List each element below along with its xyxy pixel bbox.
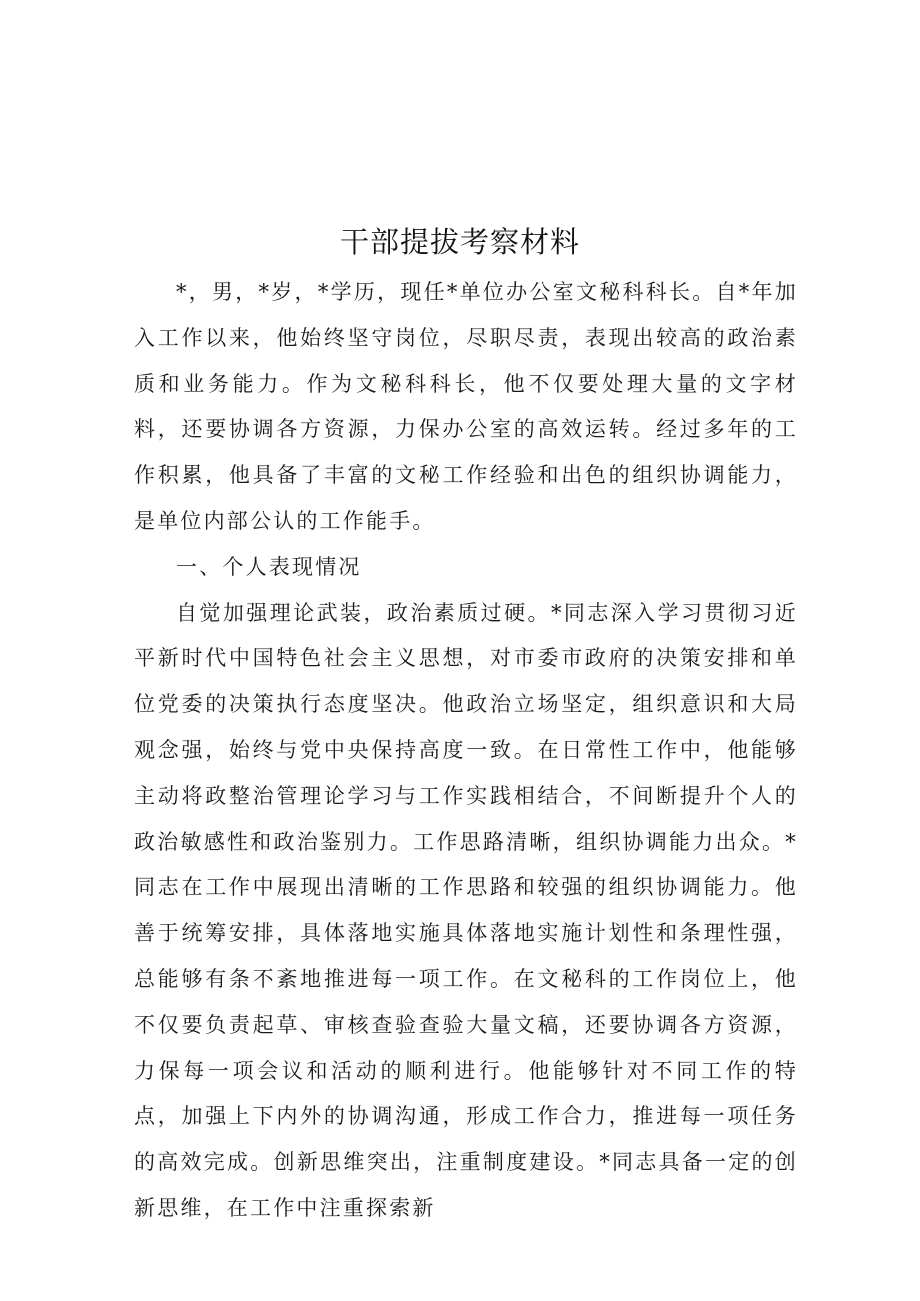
performance-paragraph: 自觉加强理论武装，政治素质过硬。*同志深入学习贯彻习近平新时代中国特色社会主义思想，对市委市政府的决策安排和单位党委的决策执行态度坚决。他政治立场坚定，组织意识和大局观念强，始终与党中央保持高度一致。在日常性工作中，他能够主动将政整治管理论学习与工作实践相结合，不间断提升个人的政治敏感性和政治鉴别力。工作思路清晰，组织协调能力出众。*同志在工作中展现出清晰的工作思路和较强的组织协调能力。他善于统筹安排，具体落地实施具体落地实施计划性和条理性强，总能够有条不紊地推进每一项工作。在文秘科的工作岗位上，他不仅要负责起草、审核查验查验大量文稿，还要协调各方资源，力保每一项会议和活动的顺利进行。他能够针对不同工作的特点，加强上下内外的协调沟通，形成工作合力，推进每一项任务的高效完成。创新思维突出，注重制度建设。*同志具备一定的创新思维，在工作中注重探索新 <box>134 600 798 1220</box>
section-heading: 一、个人表现情况 <box>176 554 362 579</box>
document-body <box>134 270 798 1232</box>
document-title: 干部提拔考察材料 <box>339 225 580 259</box>
intro-paragraph: *，男，*岁，*学历，现任*单位办公室文秘科科长。自*年加入工作以来，他始终坚守岗位，尽职尽责，表现出较高的政治素质和业务能力。作为文秘科科长，他不仅要处理大量的文字材料，还要协调各方资源，力保办公室的高效运转。经过多年的工作积累，他具备了丰富的文秘工作经验和出色的组织协调能力，是单位内部公认的工作能手。 <box>134 280 798 533</box>
